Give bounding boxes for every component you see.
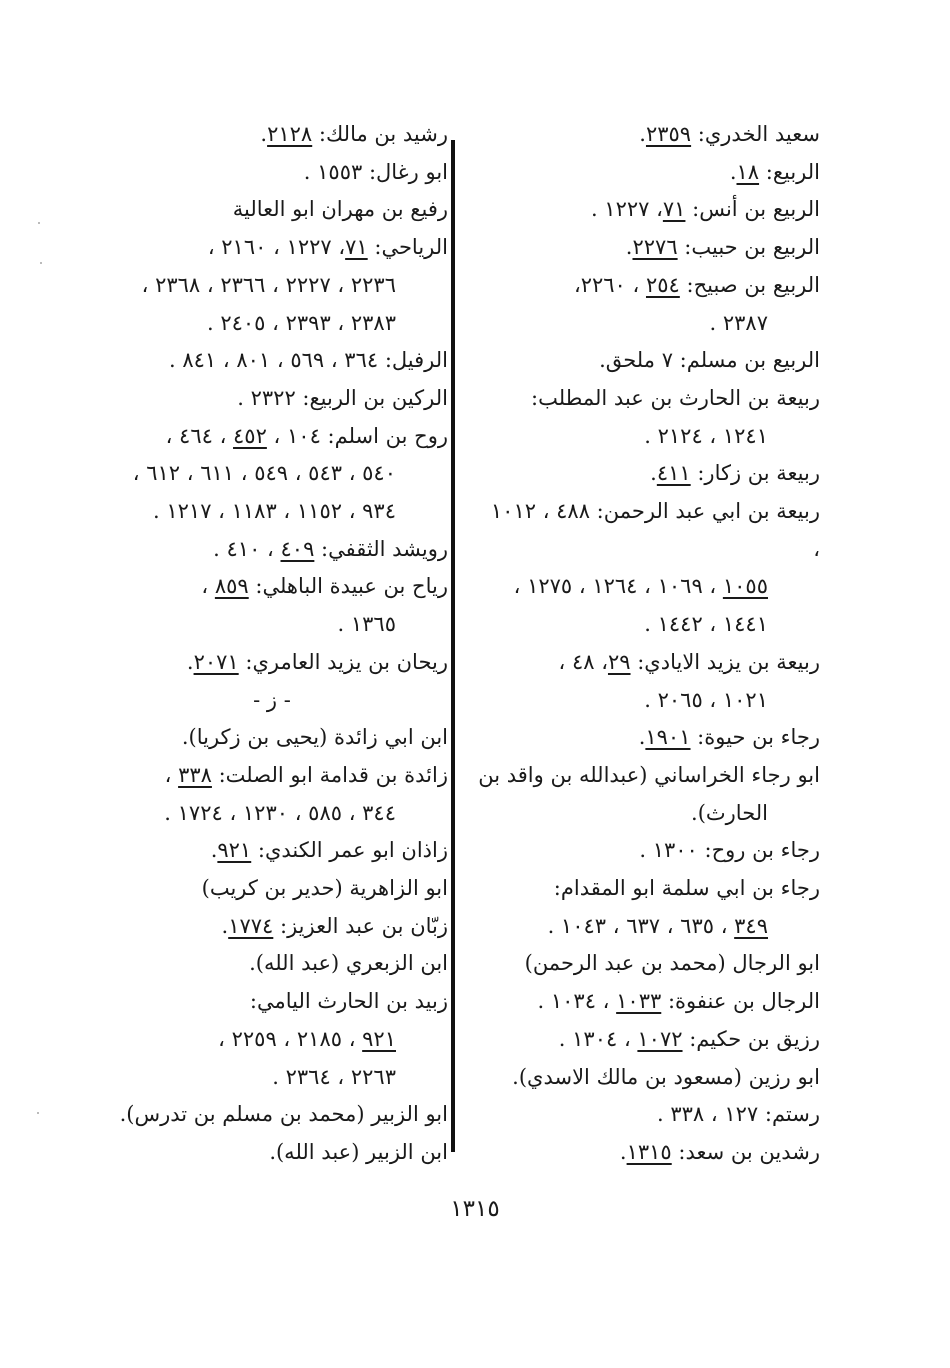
- entry-text: رجاء بن روح: ١٣٠٠ .: [639, 838, 820, 863]
- entry-text: الربيع:: [759, 159, 820, 184]
- entry-text: .: [221, 913, 229, 938]
- index-entry-continuation: [96, 795, 448, 833]
- underlined-reference: ٤١١: [656, 461, 691, 486]
- entry-text: .: [639, 122, 646, 146]
- index-entry: [478, 455, 820, 493]
- entry-text: رفيع بن مهران ابو العالية: [232, 197, 448, 222]
- entry-text: ابو رجاء الخراساني (عبدالله بن واقد بن: [478, 762, 820, 787]
- underlined-reference: ٩٢١: [362, 1026, 396, 1051]
- index-entry-continuation: [478, 908, 820, 946]
- entry-text: الرياحي:: [367, 235, 448, 260]
- entry-text: ريحان بن يزيد العامري:: [238, 649, 448, 674]
- entry-text: .: [638, 725, 646, 750]
- entry-text: الرجال بن عنفوة:: [661, 989, 820, 1014]
- entry-text: ٩٣٤ ، ١١٥٢ ، ١١٨٣ ، ١٢١٧ .: [153, 499, 396, 524]
- underlined-reference: ١٠٣٣: [616, 989, 662, 1014]
- index-entry: [478, 644, 820, 682]
- entry-text: ، ٤١٠ .: [213, 536, 281, 561]
- underlined-reference: ١٧٧٤: [228, 913, 274, 938]
- index-entry: [96, 1134, 448, 1172]
- entry-text: رجاء بن ابي سلمة ابو المقدام:: [553, 876, 820, 901]
- page-number: ١٣١٥: [450, 1196, 500, 1222]
- index-entry: [478, 870, 820, 908]
- entry-text: رشيد بن مالك:: [312, 122, 448, 146]
- entry-text: ٥٤٠ ، ٥٤٣ ، ٥٤٩ ، ٦١١ ، ٦١٢ ،: [132, 461, 396, 486]
- underlined-reference: ٢٣٥٩: [645, 122, 692, 146]
- index-entry: [478, 1134, 820, 1172]
- index-entry: [478, 1096, 820, 1134]
- index-entry: [96, 568, 448, 606]
- entry-text: ٢٢٣٦ ، ٢٢٢٧ ، ٢٣٦٦ ، ٢٣٦٨ ،: [141, 272, 396, 297]
- index-entry-continuation: [478, 606, 820, 644]
- underlined-reference: ٧١: [345, 235, 368, 260]
- index-entry: [96, 908, 448, 946]
- index-entry-continuation: [478, 682, 820, 720]
- index-entry: [96, 682, 448, 720]
- index-entry: [96, 983, 448, 1021]
- entry-text: رشدين بن سعد:: [671, 1139, 820, 1164]
- index-entry: [96, 418, 448, 456]
- underlined-reference: ١٨: [736, 159, 760, 184]
- index-entry: [478, 267, 820, 305]
- index-entry: [478, 719, 820, 757]
- index-entry: [96, 154, 448, 192]
- entry-text: ابو رزين (مسعود بن مالك الاسدي).: [512, 1064, 820, 1089]
- index-entry: [96, 191, 448, 229]
- entry-text: رياح بن عبيدة الباهلي:: [248, 574, 448, 599]
- index-entry-continuation: [96, 455, 448, 493]
- scan-speck: [40, 262, 42, 264]
- index-entry: [96, 757, 448, 795]
- underlined-reference: ٤٥٢: [233, 423, 267, 448]
- entry-text: .: [625, 235, 633, 260]
- entry-text: ١٠٢١ ، ٢٠٦٥ .: [644, 687, 768, 712]
- entry-text: ابن الزبير (عبد الله).: [269, 1139, 448, 1164]
- index-entry: [96, 531, 448, 569]
- entry-text: الحارث).: [691, 800, 768, 825]
- entry-text: زبّان بن عبد العزيز:: [273, 913, 448, 938]
- entry-text: زائدة بن قدامة ابو الصلت:: [211, 762, 448, 787]
- index-entry-continuation: [478, 305, 820, 343]
- index-entry: [478, 116, 820, 154]
- index-entry: [96, 1096, 448, 1134]
- underlined-reference: ٢٠٧١: [193, 649, 239, 674]
- index-entry-continuation: [96, 1059, 448, 1097]
- entry-text: .: [619, 1139, 627, 1164]
- index-entry-continuation: [478, 795, 820, 833]
- index-column-right: [478, 116, 820, 1172]
- entry-text: زبيد بن الحارث اليامي:: [249, 989, 448, 1014]
- entry-text: ربيعة بن زكار:: [690, 461, 820, 486]
- entry-text: ٣٤٤ ، ٥٨٥ ، ١٢٣٠ ، ١٧٢٤ .: [164, 800, 396, 825]
- index-entry: [96, 870, 448, 908]
- underlined-reference: ١٣١٥: [626, 1139, 672, 1164]
- entry-text: ابو الزاهرية (حدير بن كريب): [201, 876, 448, 901]
- entry-text: ١٣٦٥ .: [337, 612, 396, 637]
- entry-text: ربيعة بن ابي عبد الرحمن: ٤٨٨ ، ١٠١٢ ،: [490, 499, 820, 561]
- underlined-reference: ٢١٢٨: [267, 122, 313, 146]
- underlined-reference: ١٠٧٢: [637, 1026, 683, 1051]
- underlined-reference: ٢٥٤: [645, 272, 680, 297]
- entry-text: ابو الرجال (محمد بن عبد الرحمن): [524, 951, 820, 976]
- underlined-reference: ٢٩: [607, 649, 631, 674]
- index-entry: [478, 191, 820, 229]
- entry-text: ٢٣٨٧ .: [709, 310, 768, 335]
- index-column-left: [96, 116, 448, 1172]
- entry-text: ابن الزبعري (عبد الله).: [249, 951, 448, 976]
- index-entry: [478, 229, 820, 267]
- entry-text: .: [186, 649, 194, 674]
- index-entry: [96, 342, 448, 380]
- entry-text: ١٢٤١ ، ٢١٢٤ .: [644, 423, 768, 448]
- entry-text: ٢٢٦٣ ، ٢٣٦٤ .: [272, 1064, 396, 1089]
- entry-text: ،: [201, 574, 215, 599]
- underlined-reference: ١٩٠١: [645, 725, 691, 750]
- underlined-reference: ٨٥٩: [214, 574, 249, 599]
- entry-text: ،: [164, 762, 179, 787]
- entry-text: .: [260, 122, 268, 146]
- entry-text: ٢٣٨٣ ، ٢٣٩٣ ، ٢٤٠٥ .: [206, 310, 396, 335]
- entry-text: الرفيل: ٣٦٤ ، ٥٦٩ ، ٨٠١ ، ٨٤١ .: [168, 348, 448, 373]
- entry-text: سعيد الخدري:: [691, 122, 820, 146]
- underlined-reference: ٢٢٧٦: [632, 235, 678, 260]
- entry-text: ، ١٢٢٧ .: [590, 197, 663, 222]
- entry-text: رويشد الثقفي:: [314, 536, 448, 561]
- underlined-reference: ٤٠٩: [280, 536, 315, 561]
- entry-text: ، ٤٨ ،: [558, 649, 608, 674]
- index-entry: [96, 229, 448, 267]
- entry-text: ، ٢١٨٥ ، ٢٢٥٩ ،: [218, 1026, 363, 1051]
- index-entry-continuation: [96, 493, 448, 531]
- index-entry: [478, 1021, 820, 1059]
- column-divider: [451, 140, 455, 1152]
- index-entry-continuation: [96, 1021, 448, 1059]
- index-entry: [96, 945, 448, 983]
- entry-text: .: [729, 159, 737, 184]
- underlined-reference: ٣٤٩: [734, 913, 768, 938]
- underlined-reference: ٧١: [662, 197, 686, 222]
- entry-text: ابو الزبير (محمد بن مسلم بن تدرس).: [119, 1102, 448, 1127]
- entry-text: .: [210, 838, 218, 863]
- index-entry: [478, 832, 820, 870]
- entry-text: ١٤٤١ ، ١٤٤٢ .: [644, 612, 768, 637]
- index-entry: [478, 945, 820, 983]
- entry-text: .: [650, 461, 657, 486]
- index-entry-continuation: [478, 418, 820, 456]
- entry-text: ، ٤٦٤ ،: [165, 423, 234, 448]
- entry-text: الربيع بن مسلم: ٧ ملحق.: [599, 348, 820, 373]
- index-entry-continuation: [478, 568, 820, 606]
- index-entry: [96, 116, 448, 154]
- index-entry: [478, 154, 820, 192]
- entry-text: الربيع بن حبيب:: [677, 235, 820, 260]
- entry-text: - ز -: [253, 687, 291, 712]
- scan-speck: [38, 222, 40, 224]
- index-entry: [478, 757, 820, 795]
- entry-text: زاذان ابو عمر الكندي:: [251, 838, 448, 863]
- index-entry: [478, 1059, 820, 1097]
- entry-text: رجاء بن حيوة:: [690, 725, 820, 750]
- entry-text: ، ١٠٦٩ ، ١٢٦٤ ، ١٢٧٥ ،: [513, 574, 723, 599]
- index-entry: [96, 380, 448, 418]
- entry-text: ، ٢٢٦٠،: [573, 272, 646, 297]
- entry-text: روح بن اسلم: ١٠٤ ،: [266, 423, 448, 448]
- index-entry: [96, 644, 448, 682]
- entry-text: ربيعة بن الحارث بن عبد المطلب:: [531, 385, 820, 410]
- index-entry-continuation: [96, 305, 448, 343]
- scan-speck: [37, 1112, 39, 1114]
- index-entry: [478, 983, 820, 1021]
- entry-text: الربيع بن أنس:: [685, 197, 820, 222]
- entry-text: ابو رغال: ١٥٥٣ .: [303, 159, 448, 184]
- entry-text: رستم: ١٢٧ ، ٣٣٨ .: [657, 1102, 820, 1127]
- entry-text: رزيق بن حكيم:: [682, 1026, 820, 1051]
- index-entry-continuation: [96, 606, 448, 644]
- underlined-reference: ١٠٥٥: [722, 574, 768, 599]
- entry-text: ، ٦٣٥ ، ٦٣٧ ، ١٠٤٣ .: [547, 913, 735, 938]
- index-entry: [96, 719, 448, 757]
- entry-text: ، ١٣٠٤ .: [558, 1026, 638, 1051]
- entry-text: ربيعة بن يزيد الايادي:: [630, 649, 820, 674]
- index-entry: [478, 342, 820, 380]
- underlined-reference: ٩٢١: [217, 838, 252, 863]
- index-entry: [478, 380, 820, 418]
- index-entry: [478, 493, 820, 568]
- entry-text: الربيع بن صبيح:: [679, 272, 820, 297]
- index-entry: [96, 832, 448, 870]
- entry-text: الركين بن الربيع: ٢٣٢٢ .: [237, 385, 448, 410]
- entry-text: ابن ابي زائدة (يحيى بن زكريا).: [181, 725, 448, 750]
- entry-text: ، ١٠٣٤ .: [537, 989, 617, 1014]
- underlined-reference: ٣٣٨: [178, 762, 212, 787]
- entry-text: ، ١٢٢٧ ، ٢١٦٠ ،: [207, 235, 346, 260]
- index-entry-continuation: [96, 267, 448, 305]
